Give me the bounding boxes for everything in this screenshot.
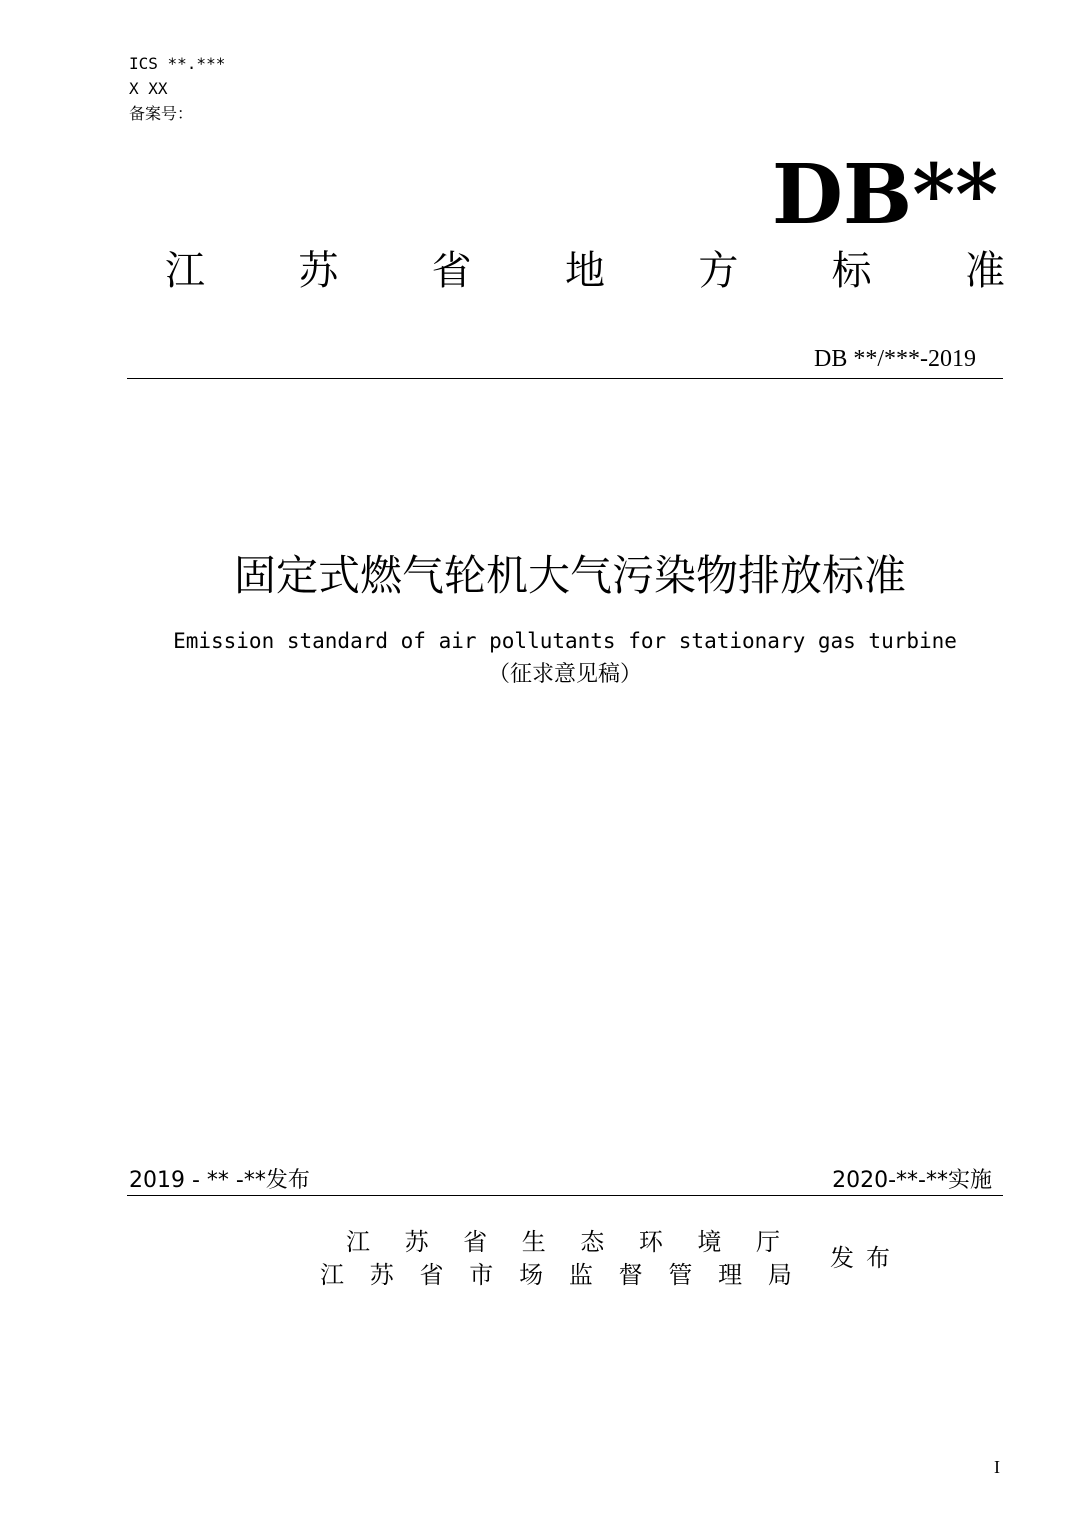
issuer-char: 厅: [755, 1228, 780, 1256]
issuer-char: 环: [638, 1228, 663, 1256]
issued-label: 发布: [830, 1244, 902, 1272]
publish-date: 2019 - ** -**发布: [129, 1168, 310, 1193]
issuer-char: 省: [419, 1261, 444, 1289]
issuer-char: 省: [463, 1228, 488, 1256]
standard-number: DB **/***-2019: [814, 346, 976, 372]
standard-type-char: 方: [698, 248, 739, 294]
issuer-char: 管: [668, 1261, 693, 1289]
record-number-label: 备案号：: [129, 104, 194, 123]
issuer-char: 市: [469, 1261, 494, 1289]
issuer-char: 场: [519, 1261, 544, 1289]
issuer-char: 江: [346, 1228, 370, 1256]
issuer-char: 局: [767, 1261, 792, 1289]
db-mark: DB**: [771, 147, 998, 243]
standard-type-char: 地: [564, 248, 605, 294]
issuer-char: 生: [521, 1228, 546, 1256]
document-title-english: Emission standard of air pollutants for stationary gas turbine: [173, 629, 957, 653]
standard-type-char: 标: [831, 248, 872, 294]
issuer-char: 苏: [369, 1261, 394, 1289]
standard-type-heading: [165, 246, 1005, 296]
issuer-org-market: [320, 1259, 792, 1291]
ics-code: ICS **.***: [129, 54, 226, 73]
implement-date: 2020-**-**实施: [832, 1168, 992, 1193]
issuer-char: 江: [320, 1261, 344, 1289]
document-title: 固定式燃气轮机大气污染物排放标准: [233, 551, 906, 600]
issuer-org-ecology: [346, 1226, 780, 1258]
classification-code: X XX: [129, 79, 168, 98]
issuer-char: 态: [580, 1228, 605, 1256]
standard-type-char: 省: [431, 248, 472, 294]
standard-type-char: 江: [165, 248, 205, 294]
standard-type-char: 苏: [298, 248, 339, 294]
issuer-char: 境: [697, 1228, 722, 1256]
standard-type-char: 准: [964, 248, 1005, 294]
header-divider: [127, 378, 1003, 379]
issuer-char: 督: [618, 1261, 643, 1289]
issuer-char: 理: [718, 1261, 743, 1289]
issuer-char: 苏: [404, 1228, 429, 1256]
footer-divider: [127, 1195, 1003, 1196]
issuer-char: 监: [568, 1261, 593, 1289]
draft-note: （征求意见稿）: [487, 662, 642, 687]
page-number: I: [994, 1457, 1000, 1477]
